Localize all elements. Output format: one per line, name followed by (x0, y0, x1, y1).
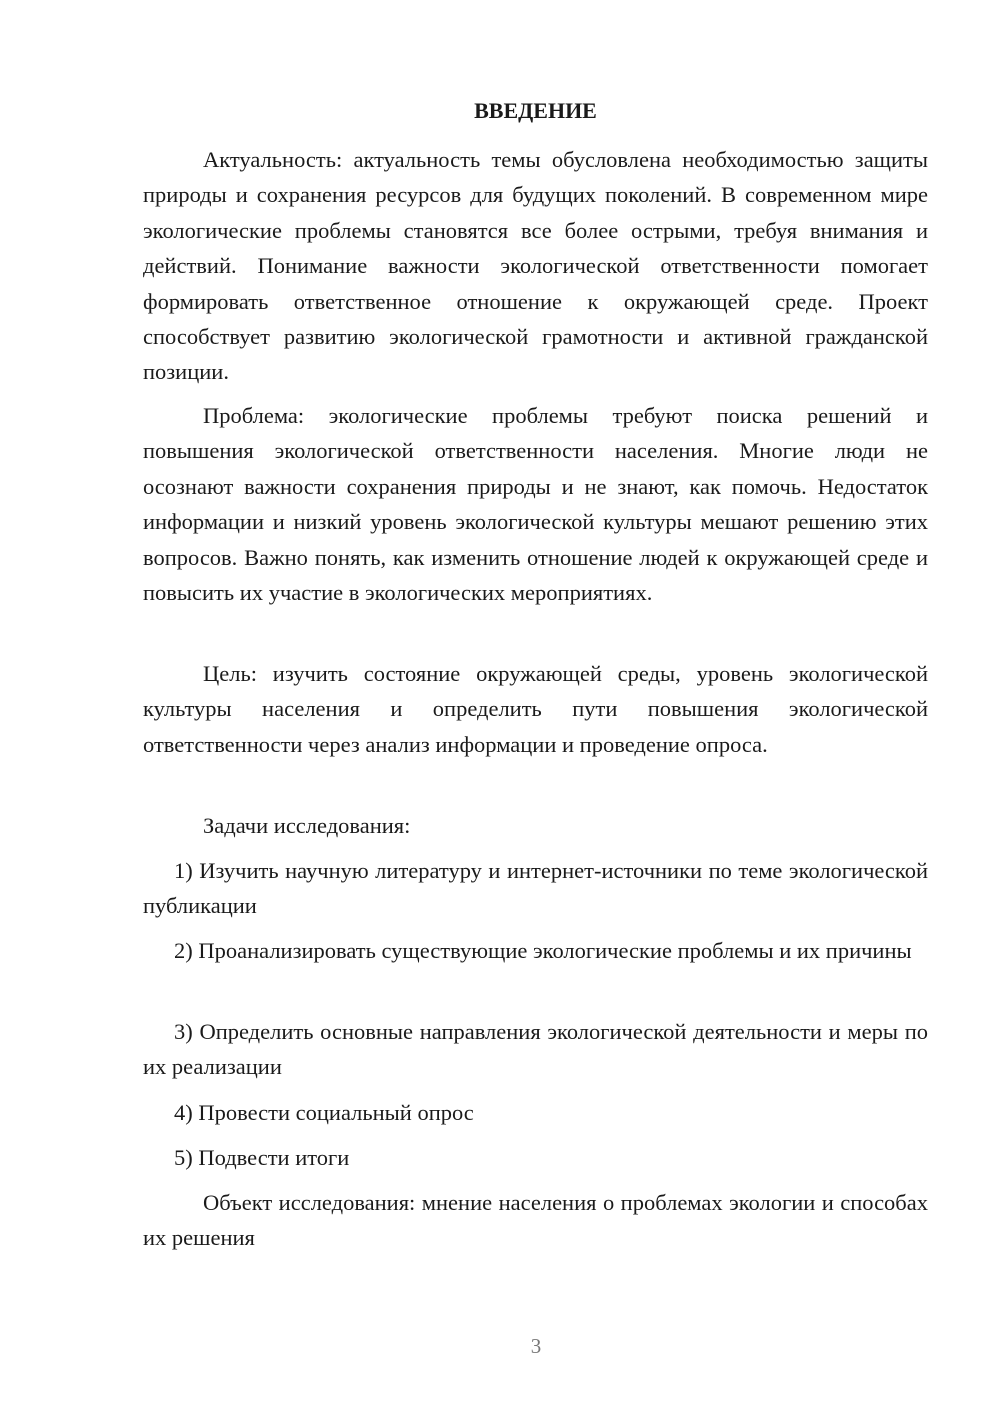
task-item-1: 1) Изучить научную литературу и интернет-источники по теме экологической публикации (143, 858, 928, 919)
task-item-3: 3) Определить основные направления экологической деятельности и меры по их реализации (143, 1019, 928, 1080)
paragraph-object: Объект исследования: мнение населения о проблемах экологии и способах их решения (143, 1190, 928, 1251)
task-item-4: 4) Провести социальный опрос (174, 1100, 474, 1125)
paragraph-relevance: Актуальность: актуальность темы обусловлена необходимостью защиты природы и сохранения ресурсов для будущих поколений. В современном мире экологические проблемы становятся все более острыми, требуя внимания и действий. Понимание важности экологической ответственности помогает формировать ответственное отношение к окружающей среде. Проект способствует развитию экологической грамотности и активной гражданской позиции. (143, 147, 928, 385)
task-item-5: 5) Подвести итоги (174, 1145, 350, 1170)
page-number: 3 (530, 1334, 542, 1358)
paragraph-goal: Цель: изучить состояние окружающей среды, уровень экологической культуры населения и определить пути повышения экологической ответственности через анализ информации и проведение опроса. (143, 661, 928, 757)
paragraph-problem: Проблема: экологические проблемы требуют поиска решений и повышения экологической ответственности населения. Многие люди не осознают важности сохранения природы и не знают, как помочь. Недостаток информации и низкий уровень экологической культуры мешают решению этих вопросов. Важно понять, как изменить отношение людей к окружающей среде и повысить их участие в экологических мероприятиях. (143, 403, 928, 606)
page-title: ВВЕДЕНИЕ (474, 98, 597, 123)
tasks-heading: Задачи исследования: (203, 813, 411, 838)
task-item-2: 2) Проанализировать существующие экологические проблемы и их причины (174, 938, 912, 963)
